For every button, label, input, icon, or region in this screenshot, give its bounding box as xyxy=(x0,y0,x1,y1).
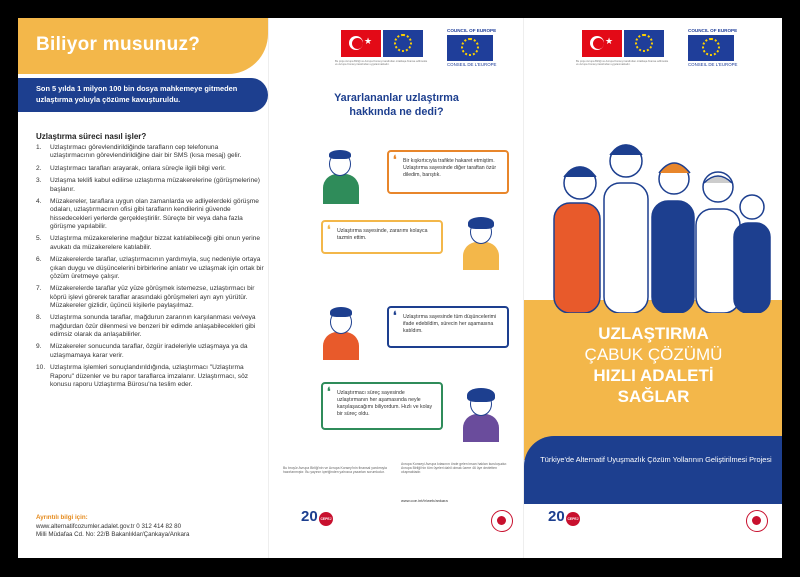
steps-list xyxy=(36,144,264,393)
person-illustration xyxy=(461,214,501,270)
turkey-flag-icon: ★ xyxy=(341,30,381,57)
contact-url-phone[interactable]: www.alternatifcozumler.adalet.gov.tr 0 312 414 82 80 xyxy=(36,522,182,530)
quote-icon: ❛ xyxy=(327,224,331,236)
anniversary-badge: 20 xyxy=(301,508,318,525)
info-panel xyxy=(18,18,268,558)
eu-flag-icon xyxy=(383,30,423,57)
eu-flag-icon xyxy=(624,30,664,57)
quote-text: Uzlaştırmacı süreç sayesinde uzlaştırmanın her aşamasında neyle karşılaşacağımı biliyordum. Hızlı ve kolay bir süreç oldu. xyxy=(337,390,433,417)
coe-logo-icon xyxy=(447,35,493,61)
coe-logo-icon xyxy=(688,35,734,61)
coe-name-fr: CONSEIL DE L'EUROPE xyxy=(447,62,497,67)
cepej-logo-icon: CEPEJ xyxy=(319,512,333,526)
ministry-seal-icon xyxy=(746,510,768,532)
quote-bubble xyxy=(387,306,509,348)
footer-disclaimer: Bu broşür Avrupa Birliği'nin ve Avrupa Konseyi'nin finansal yardımıyla hazırlanmıştır. Bu yayının içeriğinden yalnızca yazarları sorumludur. xyxy=(283,466,387,475)
person-illustration xyxy=(321,304,361,360)
quote-icon: ❛ xyxy=(393,310,397,322)
cover-panel xyxy=(523,18,782,558)
testimonials-title: Yararlananlar uzlaştırma hakkında ne dedi? xyxy=(334,92,459,118)
coe-name: COUNCIL OF EUROPE xyxy=(688,28,738,33)
cover-title-line: HIZLI ADALETİ xyxy=(593,366,714,385)
coe-url[interactable]: www.coe.int/tr/web/ankara xyxy=(401,498,448,503)
person-illustration xyxy=(554,145,770,313)
anniversary-badge: 20 xyxy=(548,508,565,525)
cover-title-line: UZLAŞTIRMA xyxy=(598,324,709,343)
ministry-seal-icon xyxy=(491,510,513,532)
stat-text: Son 5 yılda 1 milyon 100 bin dosya mahkemeye gitmeden uzlaştırma yoluyla çözüme kavuşturuldu. xyxy=(36,84,238,104)
funding-fineprint: Bu proje Avrupa Birliği ve Avrupa Konseyi tarafından ortaklaşa finanse edilmekte ve Avrupa Konseyi tarafından uygulanmaktadır. xyxy=(335,60,428,67)
coe-name-fr: CONSEIL DE L'EUROPE xyxy=(688,62,738,67)
person-illustration xyxy=(321,148,361,204)
list-item: 10. Uzlaştırma işlemleri sonuçlandırıldığında, uzlaştırmacı "Uzlaştırma Raporu" düzenler ve bu rapor taraflarca imzalanır. Uzlaştırmacı, söz konusu raporu Uzlaştırma Bürosu'na teslim eder. xyxy=(36,364,249,388)
brochure xyxy=(18,18,782,558)
quote-text: Bir kışkırtıcıyla trafikte hakaret etmiştim. Uzlaştırma sayesinde diğer taraftan özür diledim, barıştık. xyxy=(403,158,497,178)
contact-info xyxy=(36,514,264,540)
quote-icon: ❛ xyxy=(393,154,397,166)
list-item: 2. Uzlaştırmacı tarafları arayarak, onlara süreçle ilgili bilgi verir. xyxy=(36,164,226,172)
list-item: 6. Müzakerelerde taraflar, uzlaştırmacının yardımıyla, suç nedeniyle ortaya çıkan duygu ve düşüncelerini birbirlerine anlatır ve uzlaşmak için ortak bir çözüm üretmeye çalışır. xyxy=(36,256,264,280)
quote-bubble xyxy=(321,220,443,254)
heading-banner xyxy=(18,18,268,74)
coe-name: COUNCIL OF EUROPE xyxy=(447,28,497,33)
group-illustration xyxy=(524,113,782,313)
quote-icon: ❛ xyxy=(327,386,331,398)
page-title: Biliyor musunuz? xyxy=(36,34,201,55)
list-item: 5. Uzlaştırma müzakerelerine mağdur bizzat katılabileceği gibi onun yerine avukatı da müzakerelere katılabilir. xyxy=(36,235,261,251)
logo-row xyxy=(576,28,762,70)
list-item: 4. Müzakereler, taraflara uygun olan zamanlarda ve adliyelerdeki görüşme odaları, uzlaştırmacının ofisi gibi tarafların kendilerini güvende hissedecekleri yerlerde gerçekleştirilir. Süreçte bir veya daha fazla görüşme yapılabilir. xyxy=(36,198,259,230)
contact-label: Ayrıntılı bilgi için: xyxy=(36,514,88,521)
stat-banner xyxy=(18,78,268,112)
contact-address: Milli Müdafaa Cd. No: 22/B Bakanlıklar/Çankaya/Ankara xyxy=(36,531,190,538)
person-illustration xyxy=(461,386,501,442)
steps-title: Uzlaştırma süreci nasıl işler? xyxy=(36,132,147,141)
logo-row xyxy=(335,28,521,70)
quote-bubble xyxy=(387,150,509,194)
cover-title xyxy=(524,323,782,407)
quote-text: Uzlaştırma sayesinde tüm düşüncelerimi ifade edebildim, sürecin her aşamasına katıldım. xyxy=(403,314,497,334)
footer-coe-text: Avrupa Konseyi Avrupa kıtasının önde gelen insan hakları kuruluşudur. Avrupa Birliği'nin tüm üyeleri dahil olmak üzere 46 üye devletten oluşmaktadır. xyxy=(401,462,508,475)
list-item: 1. Uzlaştırmacı görevlendirildiğinde tarafların cep telefonuna uzlaştırmacının görevlendirildiğine dair bir SMS (kısa mesaj) gelir. xyxy=(36,144,242,160)
cover-title-line: SAĞLAR xyxy=(617,387,690,406)
project-name: Türkiye'de Alternatif Uyuşmazlık Çözüm Yollarının Geliştirilmesi Projesi xyxy=(540,455,772,464)
list-item: 8. Uzlaştırma sonunda taraflar, mağdurun zararının karşılanması ve/veya mağdurdan özür dilenmesi ve benzeri bir edimde anlaşabilecekleri gibi edimsiz olarak da anlaşabilirler. xyxy=(36,314,256,338)
list-item: 3. Uzlaşma teklifi kabul edilirse uzlaştırma müzakerelerine (görüşmelerine) başlanır. xyxy=(36,177,260,193)
project-band xyxy=(524,436,782,504)
list-item: 9. Müzakereler sonucunda taraflar, özgür iradeleriyle uzlaşmaya ya da uzlaşmamaya karar verir. xyxy=(36,343,248,359)
list-item: 7. Müzakerelerde taraflar yüz yüze görüşmek istemezse, uzlaştırmacı bir köprü işlevi görerek taraflar arasındaki görüşmeleri ayrı ayrı yürütür. Müzakereler gizlidir, üçüncü kişilerle paylaşılmaz. xyxy=(36,285,255,309)
cepej-logo-icon: CEPEJ xyxy=(566,512,580,526)
funding-fineprint: Bu proje Avrupa Birliği ve Avrupa Konseyi tarafından ortaklaşa finanse edilmekte ve Avrupa Konseyi tarafından uygulanmaktadır. xyxy=(576,60,669,67)
turkey-flag-icon: ★ xyxy=(582,30,622,57)
quote-text: Uzlaştırma sayesinde, zararımı kolayca tazmin ettim. xyxy=(337,228,428,241)
quote-bubble xyxy=(321,382,443,430)
cover-title-line: ÇABUK ÇÖZÜMÜ xyxy=(584,345,723,364)
testimonials-panel xyxy=(268,18,523,558)
